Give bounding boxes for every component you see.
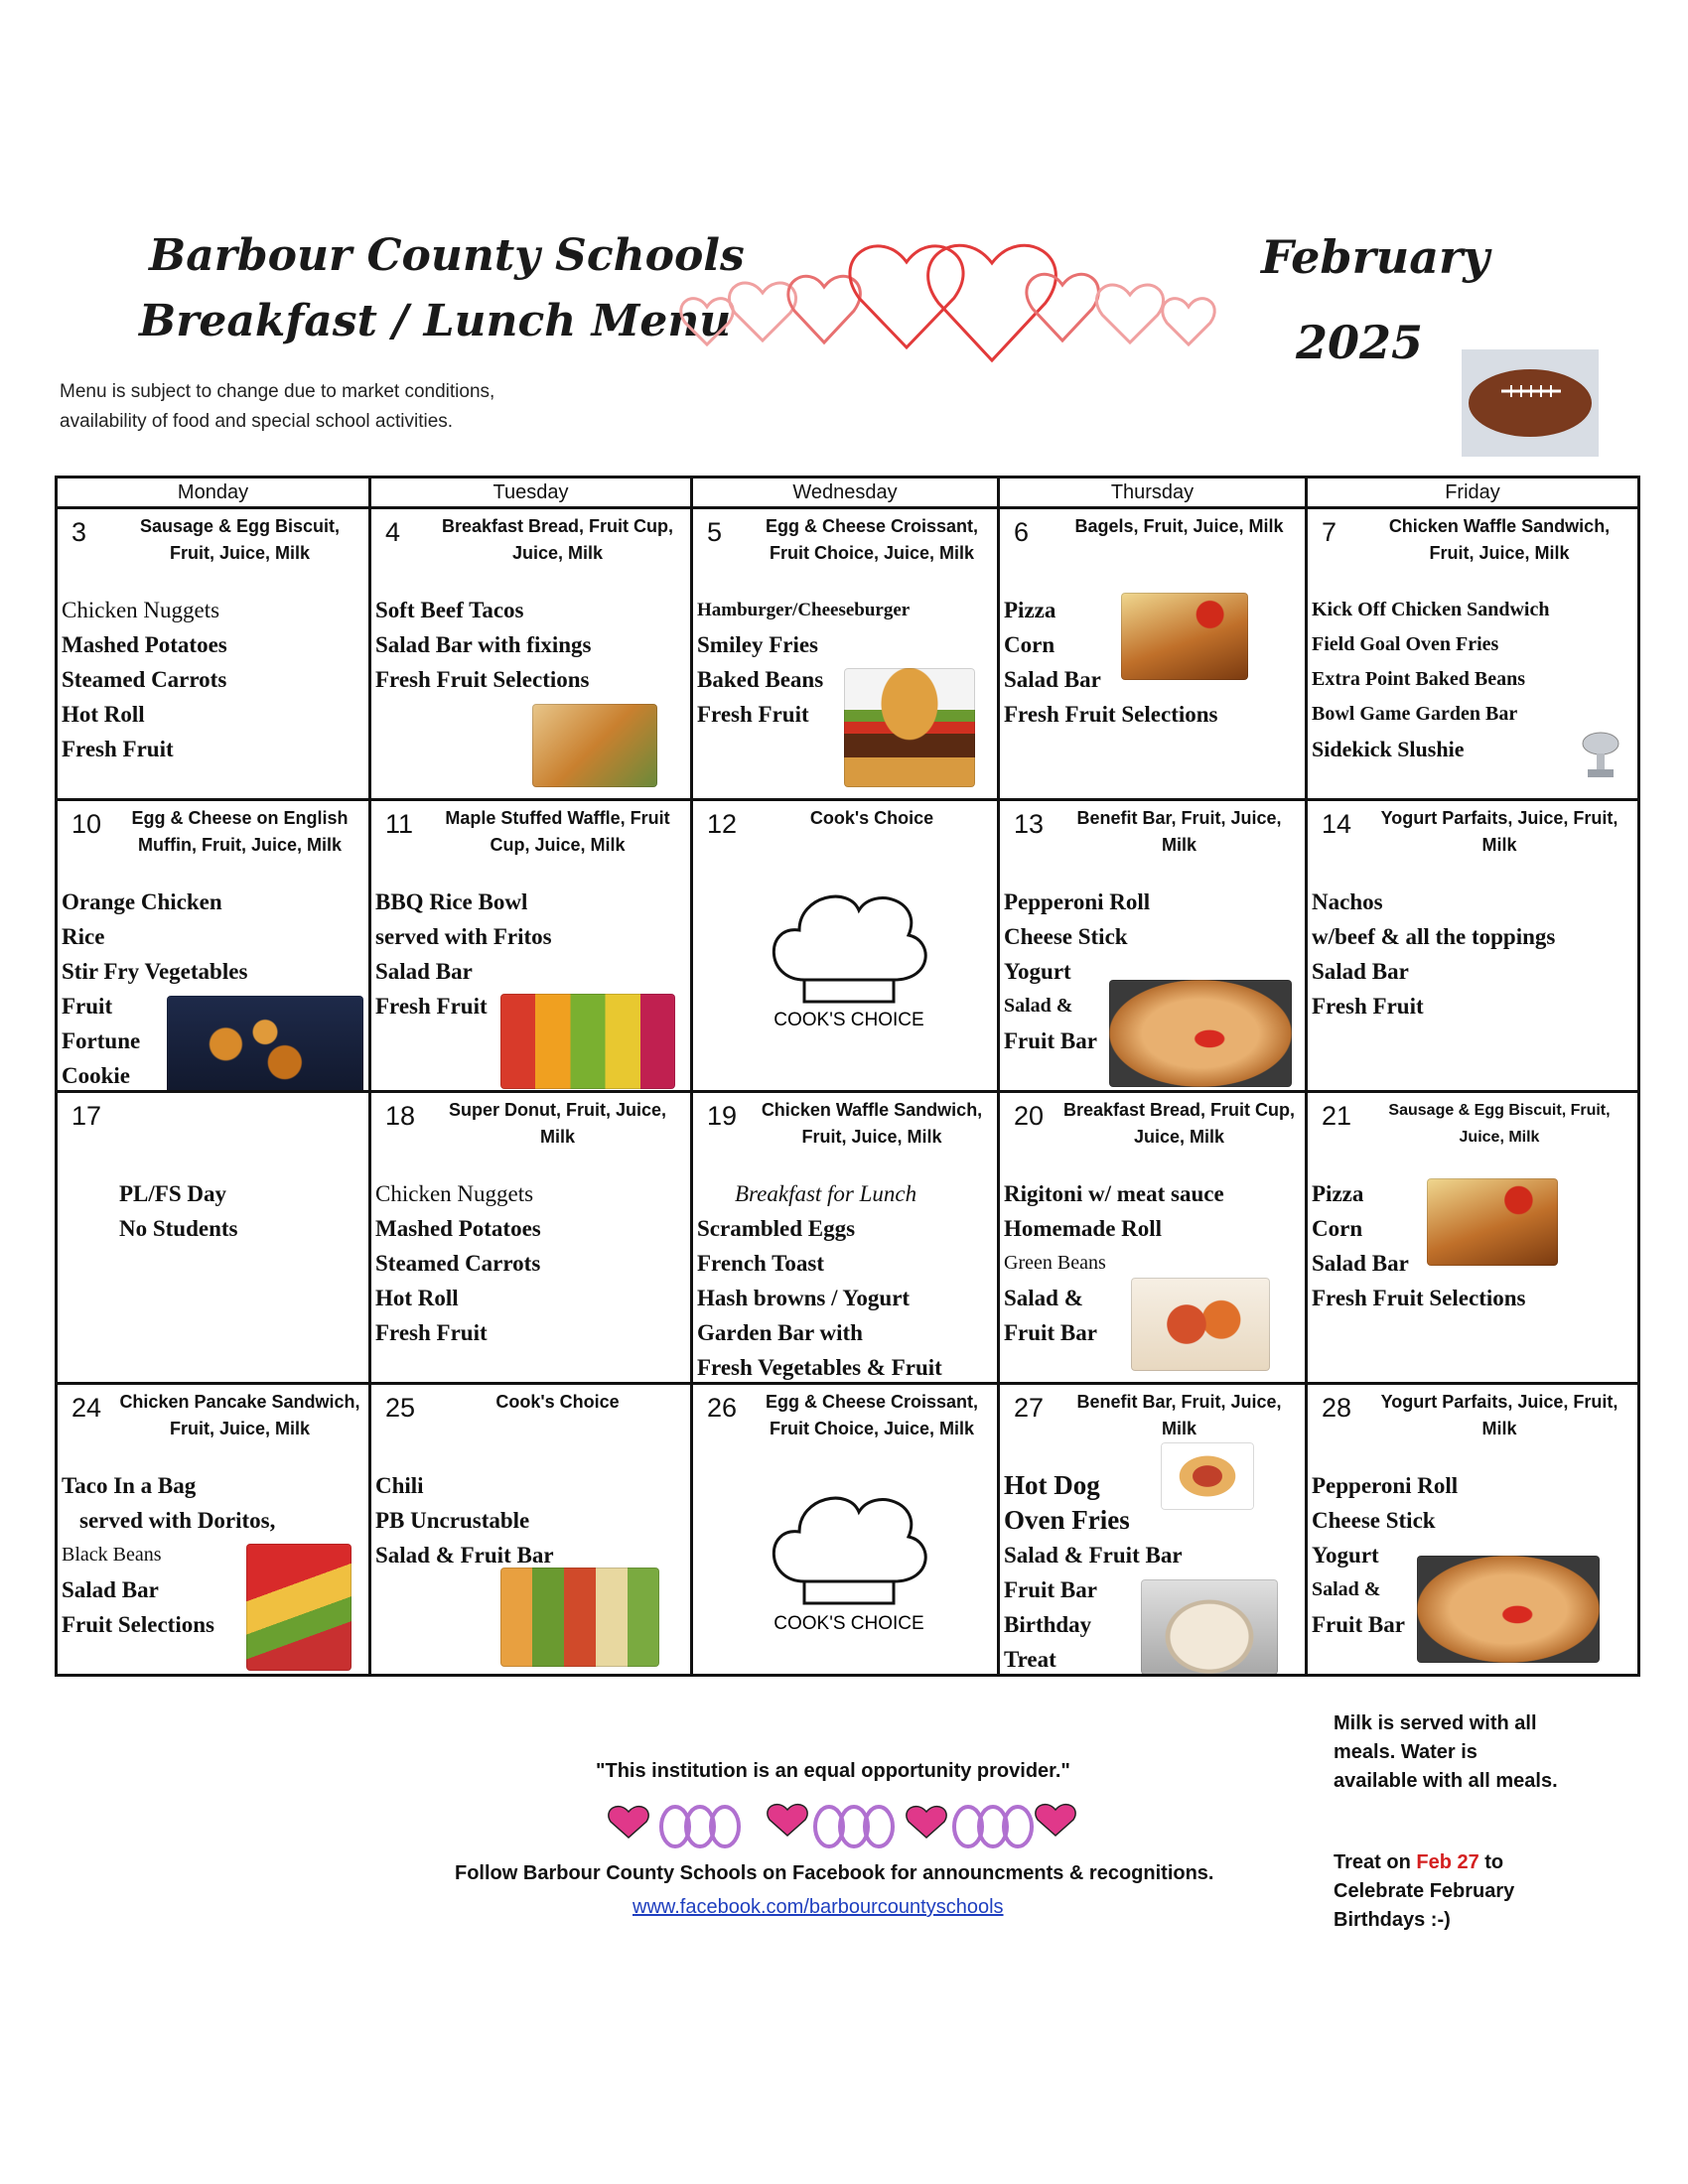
breakfast-menu: Super Donut, Fruit, Juice, Milk — [448, 1100, 666, 1147]
lunch-item: Green Beans — [1004, 1252, 1106, 1274]
lunch-item: Pizza — [1004, 598, 1056, 622]
chef-label: COOK'S CHOICE — [774, 1613, 924, 1634]
week-row — [57, 508, 1639, 800]
pizza-photo — [1121, 593, 1248, 680]
lunch-menu — [697, 1176, 993, 1384]
lunch-item: Fresh Fruit — [375, 1320, 488, 1345]
lunch-item: Fruit Bar — [1004, 1320, 1097, 1345]
day-number: 6 — [1014, 517, 1030, 547]
lunch-item: Oven Fries — [1004, 1505, 1130, 1535]
lunch-item: Rice — [62, 924, 105, 949]
lunch-item: Salad & Fruit Bar — [1004, 1543, 1183, 1568]
lunch-item: Birthday — [1004, 1612, 1092, 1637]
disclaimer-line-2: availability of food and special school activities. — [60, 411, 454, 432]
lunch-item: Fresh Vegetables & Fruit — [697, 1355, 942, 1380]
lunch-item: Scrambled Eggs — [697, 1216, 856, 1241]
lunch-item: Fresh Fruit — [1312, 994, 1424, 1019]
lunch-item: served with Fritos — [375, 924, 552, 949]
tacos-photo — [532, 704, 657, 787]
day-number: 12 — [707, 809, 738, 839]
lunch-item: Cheese Stick — [1312, 1508, 1436, 1533]
day-cell — [999, 1384, 1307, 1676]
lunch-item: Hamburger/Cheeseburger — [697, 600, 911, 620]
lunch-item: Salad & Fruit Bar — [375, 1543, 554, 1568]
lunch-item: Salad Bar — [62, 1577, 159, 1602]
lunch-menu — [375, 1176, 686, 1350]
lunch-item: Fresh Fruit Selections — [1312, 1286, 1526, 1310]
lunch-item: Garden Bar with — [697, 1320, 863, 1345]
day-cell — [57, 1092, 370, 1384]
day-cell — [692, 800, 999, 1092]
weekday-friday: Friday — [1307, 478, 1639, 508]
lunch-item: Breakfast for Lunch — [735, 1181, 917, 1206]
lunch-item: Field Goal Oven Fries — [1312, 633, 1499, 655]
lunch-item: Fruit Selections — [62, 1612, 214, 1637]
breakfast-menu: Cook's Choice — [495, 1392, 620, 1412]
lunch-item: Homemade Roll — [1004, 1216, 1163, 1241]
lunch-item: Treat — [1004, 1647, 1056, 1672]
lunch-item: Baked Beans — [697, 667, 824, 692]
weekday-header-row — [57, 478, 1639, 508]
lunch-item: Pepperoni Roll — [1312, 1473, 1459, 1498]
treat-prefix: Treat on — [1334, 1851, 1417, 1873]
lunch-item: Pepperoni Roll — [1004, 889, 1151, 914]
lunch-item: Fruit — [62, 994, 113, 1019]
lunch-item: PB Uncrustable — [375, 1508, 530, 1533]
day-number: 26 — [707, 1393, 738, 1423]
lunch-item: Salad Bar with fixings — [375, 632, 592, 657]
week-row — [57, 1384, 1639, 1676]
lunch-item: Steamed Carrots — [375, 1251, 541, 1276]
lunch-item: PL/FS Day — [119, 1181, 226, 1206]
day-cell — [692, 1384, 999, 1676]
lunch-menu — [1312, 885, 1633, 1024]
fruit-stand-photo — [500, 994, 675, 1089]
chef-hat-icon — [735, 1472, 963, 1641]
day-cell — [999, 1092, 1307, 1384]
day-cell — [1307, 1384, 1639, 1676]
breakfast-menu: Bagels, Fruit, Juice, Milk — [1074, 516, 1284, 536]
day-number: 14 — [1322, 809, 1352, 839]
lunch-menu — [375, 593, 686, 697]
day-cell — [999, 800, 1307, 1092]
lunch-item: Salad & — [1004, 995, 1073, 1017]
lunch-item: Chicken Nuggets — [375, 1181, 534, 1206]
breakfast-menu: Maple Stuffed Waffle, Fruit Cup, Juice, Milk — [445, 808, 670, 855]
day-number: 13 — [1014, 809, 1045, 839]
day-number: 28 — [1322, 1393, 1352, 1423]
weekday-wednesday: Wednesday — [692, 478, 999, 508]
day-cell — [692, 1092, 999, 1384]
lunch-menu — [119, 1176, 364, 1246]
lunch-item: Salad & — [1312, 1578, 1381, 1600]
lunch-item: Chicken Nuggets — [62, 598, 220, 622]
day-cell — [57, 800, 370, 1092]
lunch-item: Yogurt — [1004, 959, 1071, 984]
lunch-item: Salad & — [1004, 1286, 1083, 1310]
breakfast-menu: Yogurt Parfaits, Juice, Fruit, Milk — [1380, 808, 1618, 855]
treat-date: Feb 27 — [1416, 1851, 1479, 1873]
lunch-item: Salad Bar — [1312, 959, 1409, 984]
chef-hat-icon — [735, 871, 963, 1029]
birthday-treat-note — [1334, 1848, 1562, 1935]
facebook-follow-text: Follow Barbour County Schools on Facebook for announcments & recognitions. — [455, 1862, 1214, 1884]
breakfast-menu: Breakfast Bread, Fruit Cup, Juice, Milk — [1062, 1100, 1296, 1147]
lunch-item: Fruit Bar — [1312, 1612, 1405, 1637]
day-number: 25 — [385, 1393, 416, 1423]
chef-label: COOK'S CHOICE — [774, 1010, 924, 1029]
lunch-item: Extra Point Baked Beans — [1312, 668, 1526, 690]
weekday-monday: Monday — [57, 478, 370, 508]
football-icon — [1462, 349, 1599, 457]
lunch-item: Rigitoni w/ meat sauce — [1004, 1181, 1224, 1206]
lunch-item: Black Beans — [62, 1544, 162, 1566]
day-number: 7 — [1322, 517, 1337, 547]
lunch-item: Taco In a Bag — [62, 1473, 197, 1498]
milk-note: Milk is served with all meals. Water is available with all meals. — [1334, 1712, 1558, 1792]
rigatoni-photo — [1131, 1278, 1270, 1371]
lunch-item: Yogurt — [1312, 1543, 1379, 1568]
day-number: 19 — [707, 1101, 738, 1131]
day-number: 10 — [71, 809, 102, 839]
menu-calendar — [55, 476, 1640, 1677]
school-title: Barbour County Schools — [149, 230, 745, 281]
lunch-item: Nachos — [1312, 889, 1383, 914]
breakfast-menu: Benefit Bar, Fruit, Juice, Milk — [1076, 808, 1282, 855]
lunch-item: Fresh Fruit — [62, 737, 174, 761]
breakfast-menu: Cook's Choice — [809, 808, 934, 828]
breakfast-menu: Yogurt Parfaits, Juice, Fruit, Milk — [1380, 1392, 1618, 1438]
day-number: 20 — [1014, 1101, 1045, 1131]
lunch-item: Mashed Potatoes — [62, 632, 227, 657]
lunch-item: Smiley Fries — [697, 632, 818, 657]
lunch-item: Bowl Game Garden Bar — [1312, 703, 1518, 725]
day-cell — [370, 1384, 692, 1676]
day-cell — [1307, 1092, 1639, 1384]
day-cell — [1307, 508, 1639, 800]
lunch-menu — [375, 1468, 686, 1572]
lunch-item: Sidekick Slushie — [1312, 737, 1465, 761]
lunch-item: Corn — [1312, 1216, 1363, 1241]
day-cell — [999, 508, 1307, 800]
lunch-item: Steamed Carrots — [62, 667, 227, 692]
day-number: 5 — [707, 517, 723, 547]
facebook-link[interactable]: www.facebook.com/barbourcountyschools — [633, 1896, 1004, 1918]
weekday-tuesday: Tuesday — [370, 478, 692, 508]
lunch-item: Soft Beef Tacos — [375, 598, 524, 622]
day-number: 11 — [385, 809, 414, 839]
lunch-item: Stir Fry Vegetables — [62, 959, 248, 984]
week-row — [57, 1092, 1639, 1384]
treat-suffix: to Celebrate February Birthdays :-) — [1334, 1851, 1515, 1931]
lunch-item: Chili — [375, 1473, 424, 1498]
lunch-item: Hot Roll — [375, 1286, 459, 1310]
lunch-item: Fresh Fruit Selections — [375, 667, 590, 692]
day-cell — [370, 508, 692, 800]
breakfast-menu: Benefit Bar, Fruit, Juice, Milk — [1076, 1392, 1282, 1438]
day-number: 17 — [71, 1101, 102, 1131]
equal-opportunity-statement: "This institution is an equal opportunity provider." — [596, 1760, 1070, 1782]
lunch-item: Fruit Bar — [1004, 1577, 1097, 1602]
lunch-item: Fresh Fruit — [697, 702, 809, 727]
trophy-icon — [1576, 726, 1625, 783]
lunch-item: Salad Bar — [375, 959, 473, 984]
lunch-item: No Students — [119, 1216, 238, 1241]
birthday-cake-photo — [1141, 1579, 1278, 1675]
day-number: 27 — [1014, 1393, 1045, 1423]
day-number: 21 — [1322, 1101, 1352, 1131]
day-number: 3 — [71, 517, 87, 547]
week-row — [57, 800, 1639, 1092]
lunch-item: Salad Bar — [1312, 1251, 1409, 1276]
lunch-item: Orange Chicken — [62, 889, 222, 914]
day-cell — [370, 1092, 692, 1384]
lunch-item: Hot Dog — [1004, 1470, 1100, 1500]
breakfast-menu: Chicken Waffle Sandwich, Fruit, Juice, Milk — [761, 1100, 983, 1147]
breakfast-menu: Egg & Cheese Croissant, Fruit Choice, Juice, Milk — [765, 1392, 979, 1438]
day-cell — [370, 800, 692, 1092]
breakfast-menu: Chicken Waffle Sandwich, Fruit, Juice, Milk — [1388, 516, 1611, 563]
pepperoni-roll-photo — [1109, 980, 1292, 1087]
lunch-item: Fresh Fruit Selections — [1004, 702, 1218, 727]
lunch-item: Mashed Potatoes — [375, 1216, 541, 1241]
doritos-photo — [246, 1544, 352, 1671]
day-cell — [1307, 800, 1639, 1092]
day-number: 18 — [385, 1101, 416, 1131]
year-label: 2025 — [1296, 316, 1424, 369]
lunch-item: Fruit Bar — [1004, 1028, 1097, 1053]
lunch-item: w/beef & all the toppings — [1312, 924, 1556, 949]
disclaimer — [60, 377, 616, 437]
day-number: 24 — [71, 1393, 102, 1423]
breakfast-menu: Chicken Pancake Sandwich, Fruit, Juice, Milk — [119, 1392, 360, 1438]
pepperoni-roll-photo — [1417, 1556, 1600, 1663]
menu-title: Breakfast / Lunch Menu — [139, 296, 732, 346]
lunch-item: BBQ Rice Bowl — [375, 889, 528, 914]
breakfast-menu: Sausage & Egg Biscuit, Fruit, Juice, Milk — [139, 516, 341, 563]
pizza-photo — [1427, 1178, 1558, 1266]
lunch-item: Kick Off Chicken Sandwich — [1312, 599, 1550, 620]
disclaimer-line-1: Menu is subject to change due to market conditions, — [60, 381, 495, 402]
lunch-item: Fresh Fruit — [375, 994, 488, 1019]
lunch-item: Corn — [1004, 632, 1055, 657]
hot-dog-photo — [1161, 1442, 1254, 1510]
lunch-item: Hot Roll — [62, 702, 145, 727]
lunch-item: Fortune — [62, 1028, 141, 1053]
lunch-item: Cookie — [62, 1063, 130, 1088]
lunch-item: served with Doritos, — [79, 1508, 276, 1533]
lunch-item: Salad Bar — [1004, 667, 1101, 692]
weekday-thursday: Thursday — [999, 478, 1307, 508]
month-label: February — [1261, 230, 1490, 284]
day-cell — [57, 508, 370, 800]
breakfast-menu: Egg & Cheese on English Muffin, Fruit, Juice, Milk — [131, 808, 349, 855]
hearts-ribbon-icon — [601, 1792, 1087, 1861]
lunch-item: Pizza — [1312, 1181, 1364, 1206]
hamburger-photo — [844, 668, 975, 787]
lunch-item: Cheese Stick — [1004, 924, 1128, 949]
salad-bar-photo — [500, 1568, 659, 1667]
breakfast-menu: Sausage & Egg Biscuit, Fruit, Juice, Milk — [1388, 1102, 1611, 1146]
day-number: 4 — [385, 517, 401, 547]
lunch-item: French Toast — [697, 1251, 825, 1276]
orange-chicken-photo — [167, 996, 363, 1092]
lunch-item: Hash browns / Yogurt — [697, 1286, 911, 1310]
breakfast-menu: Breakfast Bread, Fruit Cup, Juice, Milk — [441, 516, 674, 563]
day-cell — [692, 508, 999, 800]
hearts-decoration-icon — [665, 243, 1241, 412]
breakfast-menu: Egg & Cheese Croissant, Fruit Choice, Juice, Milk — [765, 516, 979, 563]
lunch-menu — [62, 593, 364, 766]
day-cell — [57, 1384, 370, 1676]
